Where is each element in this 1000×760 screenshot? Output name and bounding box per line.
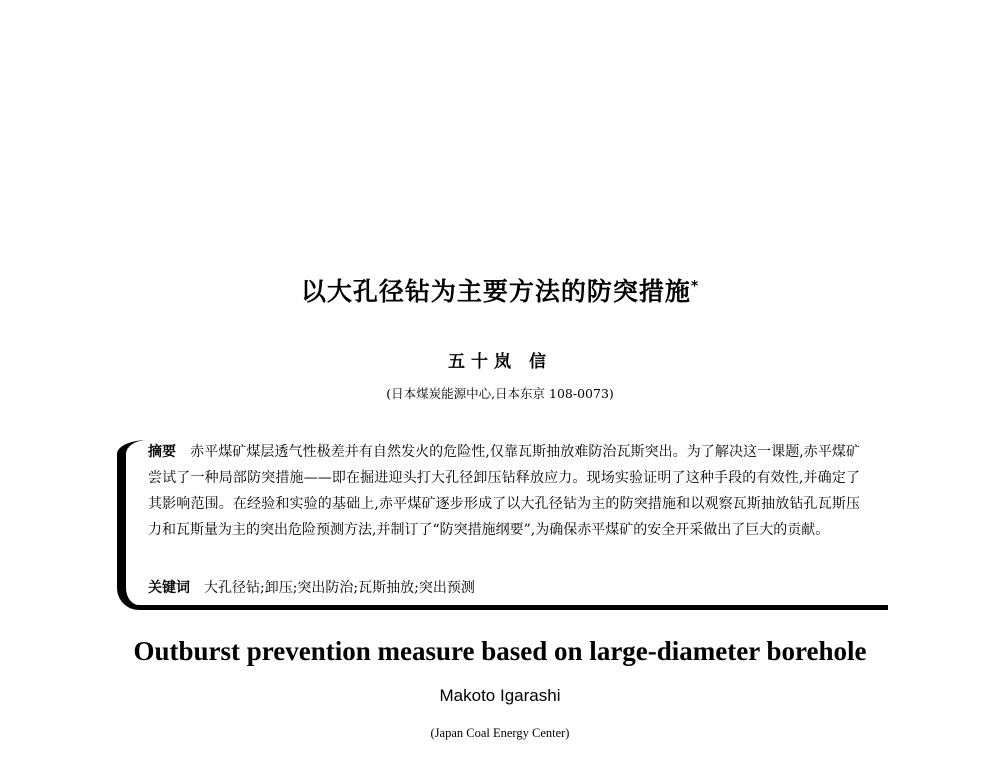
chinese-author: 五十岚 信 <box>448 352 552 372</box>
abstract-text: 赤平煤矿煤层透气性极差并有自然发火的危险性,仅靠瓦斯抽放难防治瓦斯突出。为了解决这一课题,赤平煤矿尝试了一种局部防突措施——即在掘进迎头打大孔径卸压钻释放应力。现场实验证明了这种手段的有效性,并确定了其影响范围。在经验和实验的基础上,赤平煤矿逐步形成了以大孔径钻为主的防突措施和以观察瓦斯抽放钻孔瓦斯压力和瓦斯量为主的突出危险预测方法,并制订了“防突措施纲要”,为确保赤平煤矿的安全开采做出了巨大的贡献。 <box>148 444 860 538</box>
chinese-affiliation: (日本煤炭能源中心,日本东京 108-0073) <box>386 386 614 401</box>
footnote-mark: * <box>690 278 700 295</box>
chinese-title-text: 以大孔径钻为主要方法的防突措施 <box>300 277 691 306</box>
english-title: Outburst prevention measure based on large-diameter borehole <box>133 636 867 666</box>
keywords-label: 关键词 <box>148 580 190 596</box>
abstract <box>148 439 860 543</box>
keywords <box>148 577 475 597</box>
english-affiliation: (Japan Coal Energy Center) <box>430 726 570 740</box>
abstract-label: 摘要 <box>148 444 177 460</box>
keywords-text: 大孔径钻;卸压;突出防治;瓦斯抽放;突出预测 <box>204 580 475 596</box>
chinese-title <box>0 272 1000 308</box>
english-author: Makoto Igarashi <box>439 686 561 705</box>
